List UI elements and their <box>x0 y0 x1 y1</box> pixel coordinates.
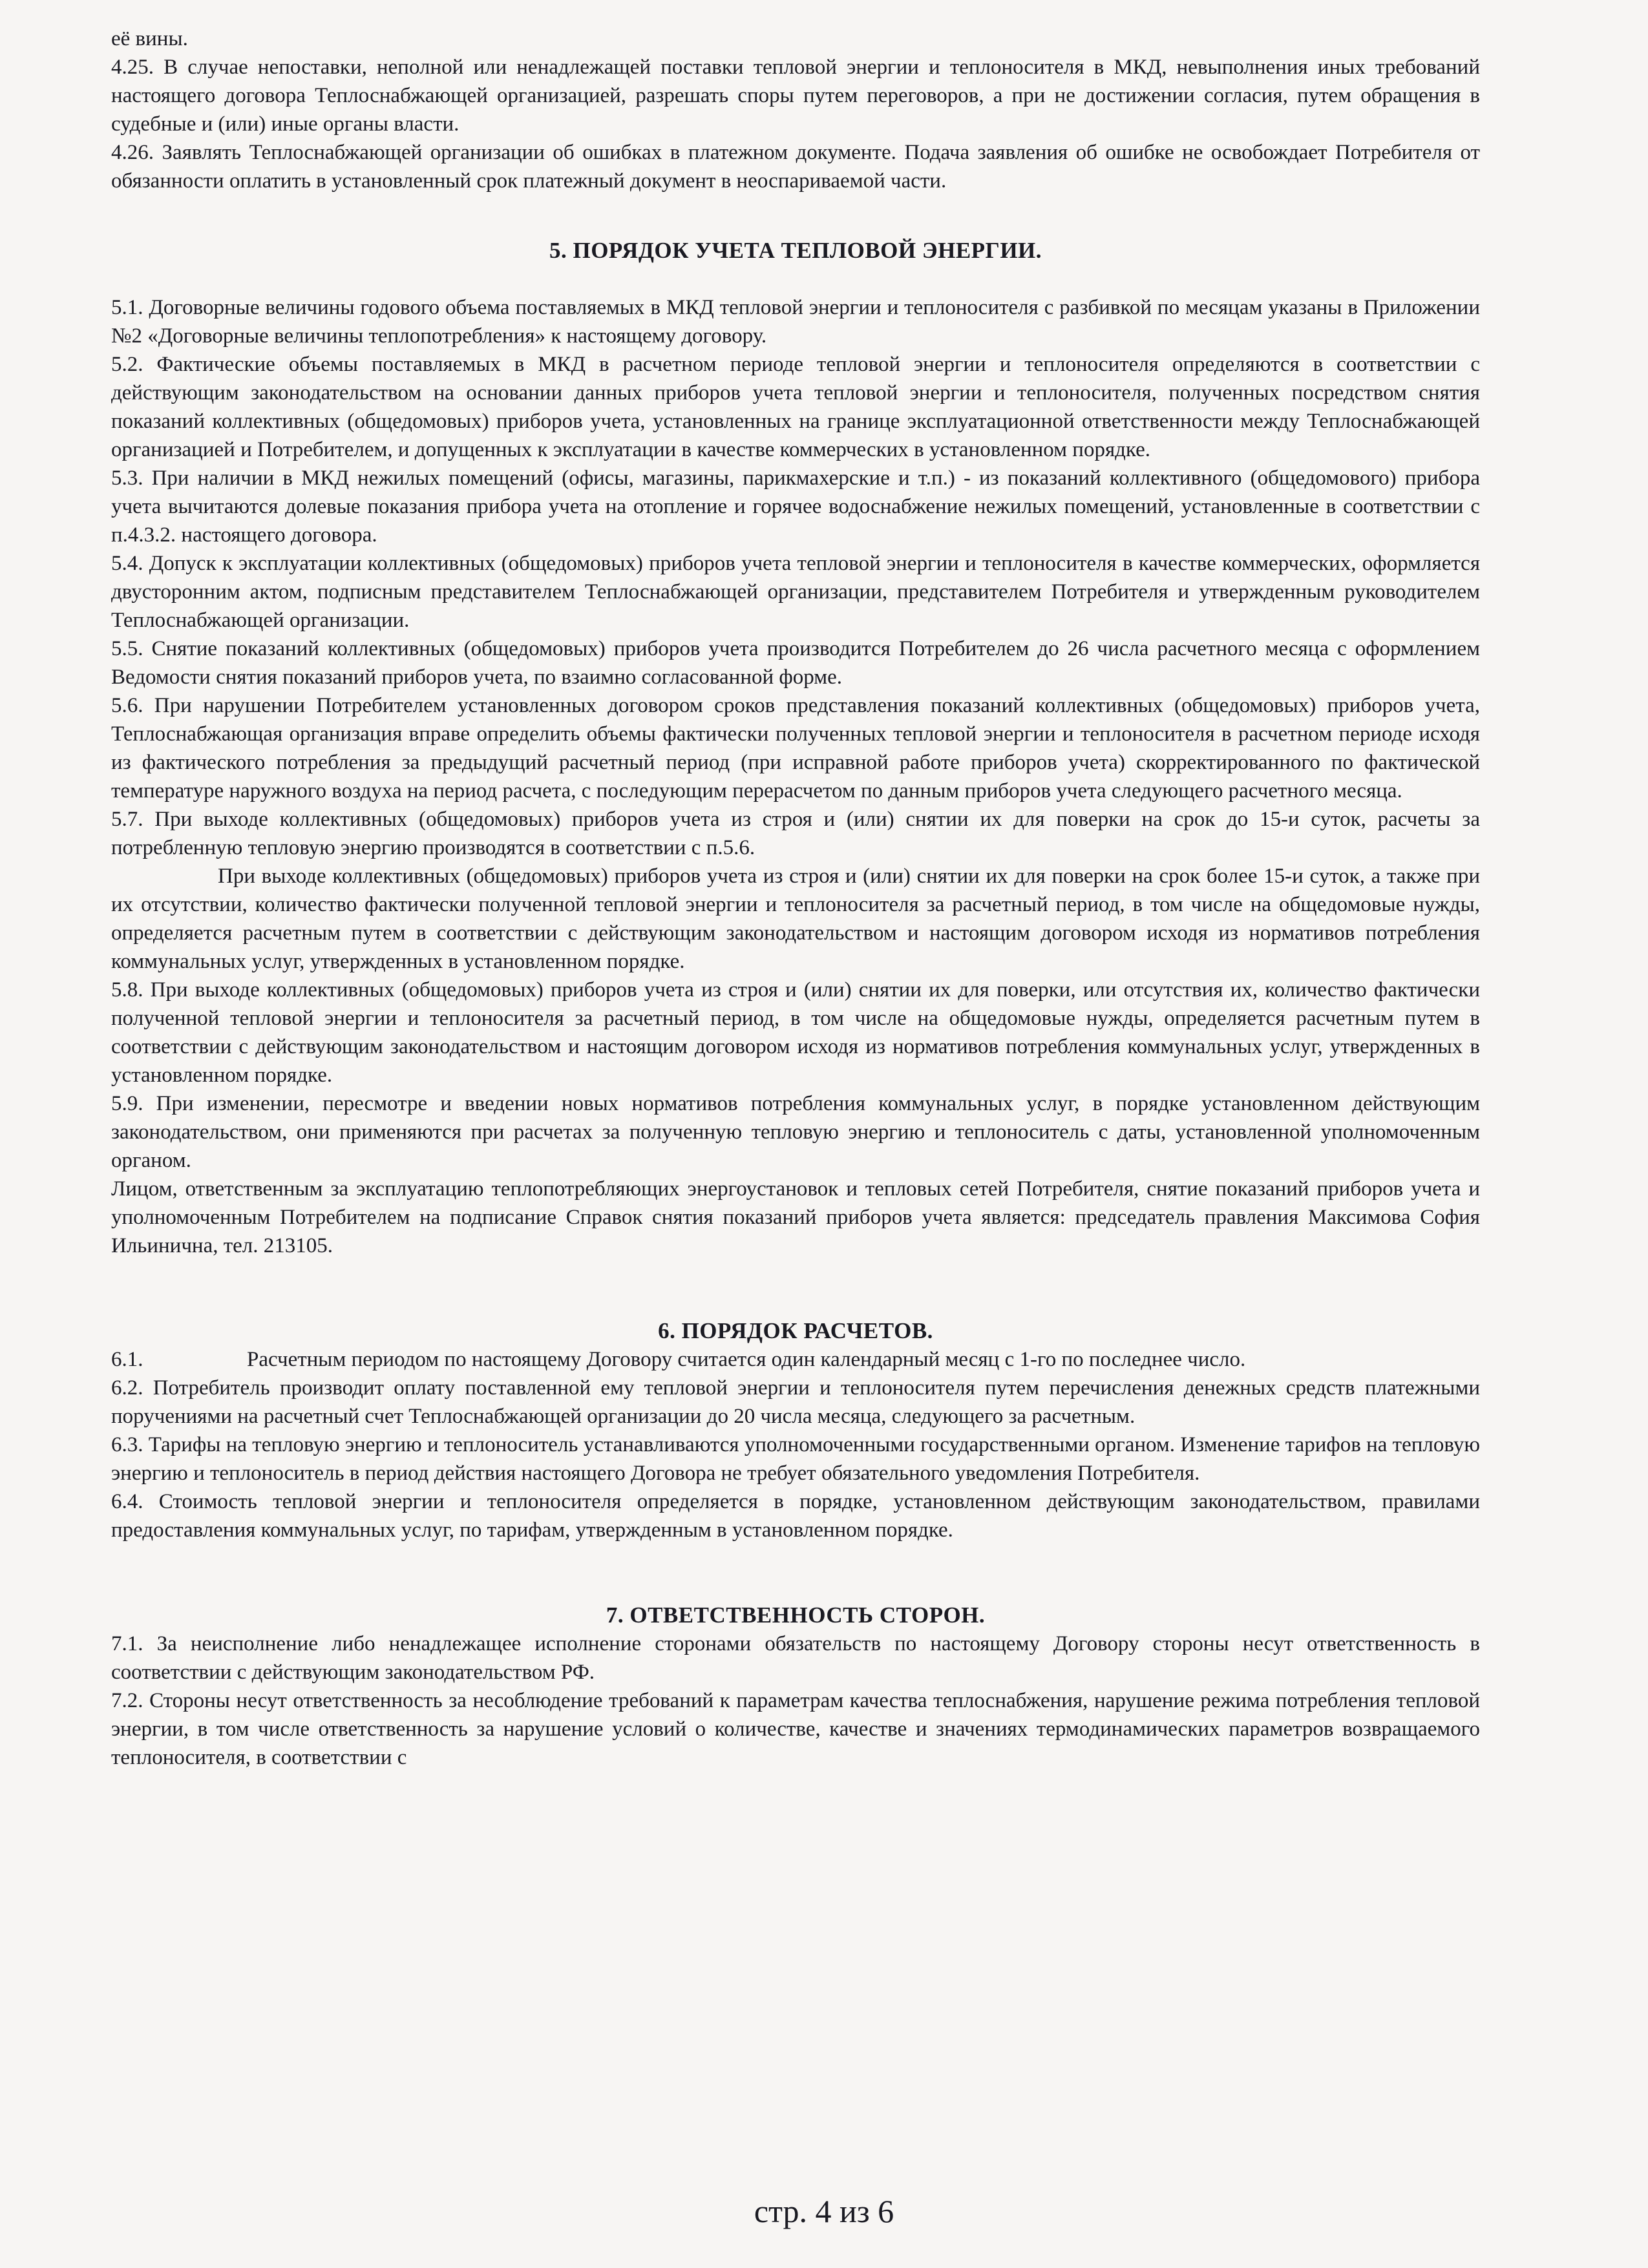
paragraph-6-4: 6.4. Стоимость тепловой энергии и теплоносителя определяется в порядке, установленном действующим законодательством, правилами предоставления коммунальных услуг, по тарифам, утвержденным в установленном порядке. <box>111 1490 1480 1542</box>
paragraph-6-2: 6.2. Потребитель производит оплату поставленной ему тепловой энергии и теплоносителя путем перечисления денежных средств платежными поручениями на расчетный счет Теплоснабжающей организации до 20 числа месяца, следующего за расчетным. <box>111 1376 1480 1428</box>
paragraph-6-1-text: Расчетным периодом по настоящему Договору считается один календарный месяц с 1-го по последнее число. <box>247 1348 1246 1371</box>
paragraph-responsible-person: Лицом, ответственным за эксплуатацию теплопотребляющих энергоустановок и тепловых сетей Потребителя, снятие показаний приборов учета и уполномоченным Потребителем на подписание Справок снятия показаний приборов учета является: председатель правления Максимова София Ильинична, тел. 213105. <box>111 1177 1480 1257</box>
paragraph-4-25: 4.25. В случае непоставки, неполной или ненадлежащей поставки тепловой энергии и теплоносителя в МКД, невыполнения иных требований настоящего договора Теплоснабжающей организацией, разрешать споры путем переговоров, а при не достижении согласия, путем обращения в судебные и (или) иные органы власти. <box>111 56 1480 136</box>
section-6-heading: 6. ПОРЯДОК РАСЧЕТОВ. <box>658 1318 933 1343</box>
page-number: стр. 4 из 6 <box>754 2193 894 2229</box>
paragraph-5-2: 5.2. Фактические объемы поставляемых в МКД в расчетном периоде тепловой энергии и теплоносителя определяются в соответствии с действующим законодательством на основании данных приборов учета тепловой энергии и теплоносителя, полученных посредством снятия показаний коллективных (общедомовых) приборов учета, установленных на границе эксплуатационной ответственности между Теплоснабжающей организацией и Потребителем, и допущенных к эксплуатации в качестве коммерческих в установленном порядке. <box>111 353 1480 461</box>
section-7-heading: 7. ОТВЕТСТВЕННОСТЬ СТОРОН. <box>606 1602 986 1628</box>
paragraph-5-1: 5.1. Договорные величины годового объема поставляемых в МКД тепловой энергии и теплоносителя с разбивкой по месяцам указаны в Приложении №2 «Договорные величины теплопотребления» к настоящему договору. <box>111 296 1480 348</box>
paragraph-7-1: 7.1. За неисполнение либо ненадлежащее исполнение сторонами обязательств по настоящему Договору стороны несут ответственность в соответствии с действующим законодательством РФ. <box>111 1632 1480 1684</box>
paragraph-7-2: 7.2. Стороны несут ответственность за несоблюдение требований к параметрам качества теплоснабжения, нарушение режима потребления тепловой энергии, в том числе ответственность за нарушение условий о количестве, качестве и значениях термодинамических параметров возвращаемого теплоносителя, в соответствии с <box>111 1689 1480 1769</box>
paragraph-4-26: 4.26. Заявлять Теплоснабжающей организации об ошибках в платежном документе. Подача заявления об ошибке не освобождает Потребителя от обязанности оплатить в установленный срок платежный документ в неоспариваемой части. <box>111 141 1480 193</box>
paragraph-5-5: 5.5. Снятие показаний коллективных (общедомовых) приборов учета производится Потребителем до 26 числа расчетного месяца с оформлением Ведомости снятия показаний приборов учета, по взаимно согласованной форме. <box>111 637 1480 689</box>
paragraph-6-1-number: 6.1. <box>111 1348 143 1371</box>
section-5-heading: 5. ПОРЯДОК УЧЕТА ТЕПЛОВОЙ ЭНЕРГИИ. <box>549 238 1042 263</box>
paragraph-5-8: 5.8. При выходе коллективных (общедомовых) приборов учета из строя и (или) снятии их для поверки, или отсутствия их, количество фактически полученной тепловой энергии и теплоносителя за расчетный период, в том числе на общедомовые нужды, определяется расчетным путем в соответствии с действующим законодательством и настоящим договором исходя из нормативов потребления коммунальных услуг, утвержденных в установленном порядке. <box>111 978 1480 1087</box>
paragraph-5-4: 5.4. Допуск к эксплуатации коллективных (общедомовых) приборов учета тепловой энергии и теплоносителя в качестве коммерческих, оформляется двусторонним актом, подписным представителем Теплоснабжающей организации, представителем Потребителя и утвержденным руководителем Теплоснабжающей организации. <box>111 552 1480 632</box>
paragraph-5-7: 5.7. При выходе коллективных (общедомовых) приборов учета из строя и (или) снятии их для поверки на срок до 15-и суток, расчеты за потребленную тепловую энергию производятся в соответствии с п.5.6. <box>111 808 1480 859</box>
paragraph-6-3: 6.3. Тарифы на тепловую энергию и теплоноситель устанавливаются уполномоченными государственными органом. Изменение тарифов на тепловую энергию и теплоноситель в период действия настоящего Договора не требует обязательного уведомления Потребителя. <box>111 1433 1480 1485</box>
paragraph-5-6: 5.6. При нарушении Потребителем установленных договором сроков представления показаний коллективных (общедомовых) приборов учета, Теплоснабжающая организация вправе определить объемы фактически полученных тепловой энергии и теплоносителя в расчетном периоде исходя из фактического потребления за предыдущий расчетный период (при исправной работе приборов учета) скорректированного по фактической температуре наружного воздуха на период расчета, с последующим перерасчетом по данным приборов учета следующего расчетного месяца. <box>111 694 1480 803</box>
paragraph-6-1 <box>111 1345 1480 1374</box>
paragraph-5-7-continued: При выходе коллективных (общедомовых) приборов учета из строя и (или) снятии их для поверки на срок более 15-и суток, а также при их отсутствии, количество фактически полученной тепловой энергии и теплоносителя за расчетный период, в том числе на общедомовые нужды, определяется расчетным путем в соответствии с действующим законодательством и настоящим договором исходя из нормативов потребления коммунальных услуг, утвержденных в установленном порядке. <box>111 865 1480 973</box>
paragraph-5-3: 5.3. При наличии в МКД нежилых помещений (офисы, магазины, парикмахерские и т.п.) - из показаний коллективного (общедомового) прибора учета вычитаются долевые показания прибора учета на отопление и горячее водоснабжение нежилых помещений, установленные в соответствии с п.4.3.2. настоящего договора. <box>111 467 1480 547</box>
paragraph-5-9: 5.9. При изменении, пересмотре и введении новых нормативов потребления коммунальных услуг, в порядке установленном действующим законодательством, они применяются при расчетах за полученную тепловую энергию и теплоноситель с даты, установленной уполномоченным органом. <box>111 1092 1480 1172</box>
paragraph-4-24-end: её вины. <box>111 27 188 50</box>
